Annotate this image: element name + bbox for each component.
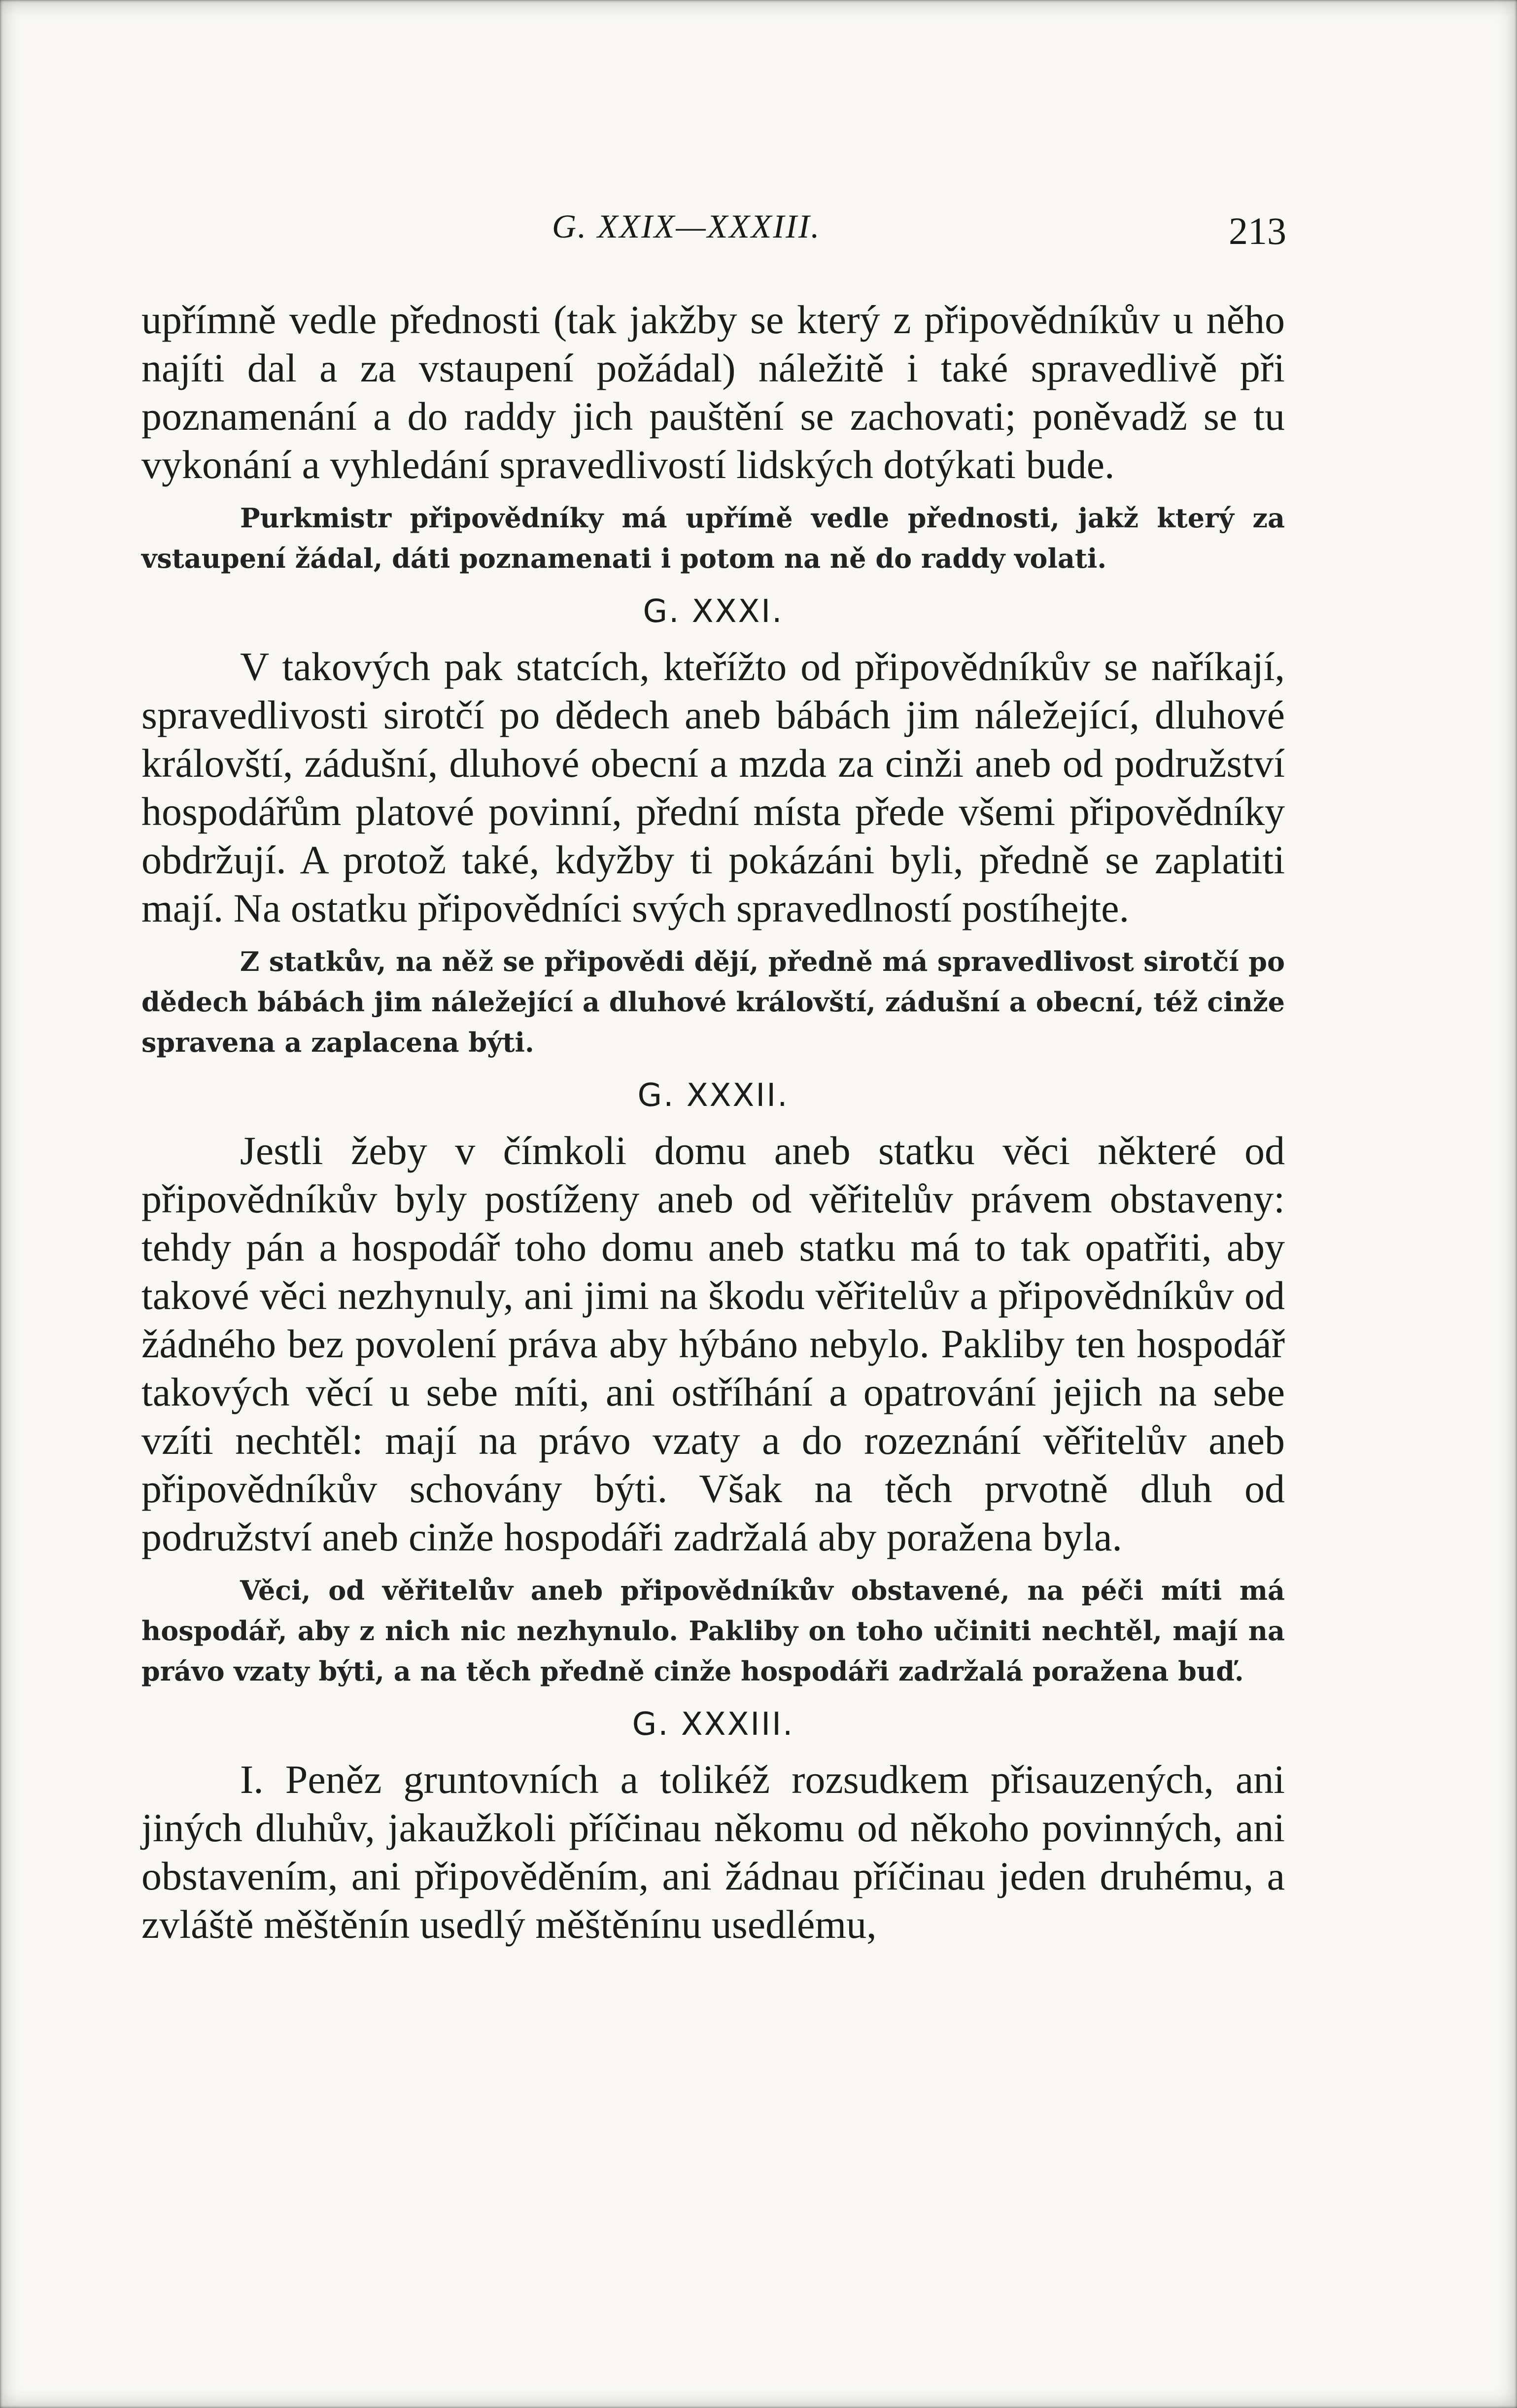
summary-paragraph-xxxi: Z statkův, na něž se připovědi dějí, předně má spravedlivost sirotčí po dědech bábách jim náležející a dluhové královští, zádušní a obecní, též cinže spravena a zaplacena býti. (141, 946, 1285, 1058)
section-heading-xxxii: G. XXXII. (637, 1077, 789, 1114)
running-head: G. XXIX—XXXIII. (552, 207, 821, 245)
page-number: 213 (1229, 209, 1286, 252)
summary-paragraph-xxx: Purkmistr připovědníky má upřímě vedle přednosti, jakž který za vstaupení žádal, dáti poznamenati i potom na ně do raddy volati. (141, 502, 1285, 574)
summary-paragraph-xxxii: Věci, od věřitelův aneb připovědníkův obstavené, na péči míti má hospodář, aby z nich nic nezhynulo. Pakliby on toho učiniti nechtěl, mají na právo vzaty býti, a na těch předně cinže hospodáři zadržalá poražena buď. (141, 1575, 1285, 1687)
body-paragraph-continued: upřímně vedle přednosti (tak jakžby se který z připovědníkův u něho najíti dal a za vstaupení požádal) náležitě i také spravedlivě při poznamenání a do raddy jich pauštění se zachovati; poněvadž se tu vykonání a vyhledání spravedlivostí lidských dotýkati bude. (141, 297, 1285, 487)
body-paragraph-xxxi: V takových pak statcích, kteřížto od připovědníkův se naříkají, spravedlivosti sirotčí po dědech aneb bábách jim náležející, dluhové královští, zádušní, dluhové obecní a mzda za cinži aneb od podružství hospodářům platové povinní, přední místa přede všemi připovědníky obdržují. A protož také, kdyžby ti pokázáni byli, předně se zaplatiti mají. Na ostatku připovědníci svých spravedlností postíhejte. (141, 644, 1285, 930)
section-heading-xxxiii: G. XXXIII. (632, 1706, 794, 1743)
section-heading-xxxi: G. XXXI. (643, 593, 784, 630)
body-paragraph-xxxiii: I. Peněz gruntovních a tolikéž rozsudkem přisauzených, ani jiných dluhův, jakaužkoli příčinau někomu od někoho povinných, ani obstavením, ani připověděním, ani žádnau příčinau jeden druhému, a zvláště měštěnín usedlý měštěnínu usedlému, (141, 1757, 1285, 1947)
text-block (141, 296, 1285, 1958)
body-paragraph-xxxii: Jestli žeby v čímkoli domu aneb statku věci některé od připovědníkův byly postíženy aneb od věřitelův právem obstaveny: tehdy pán a hospodář toho domu aneb statku má to tak opatřiti, aby takové věci nezhynuly, ani jimi na škodu věřitelův a připovědníkův od žádného bez povolení práva aby hýbáno nebylo. Pakliby ten hospodář takových věcí u sebe míti, ani ostříhání a opatrování jejich na sebe vzíti nechtěl: mají na právo vzaty a do rozeznání věřitelův aneb připovědníkův schovány býti. Však na těch prvotně dluh od podružství aneb cinže hospodáři zadržalá aby poražena byla. (141, 1128, 1285, 1559)
